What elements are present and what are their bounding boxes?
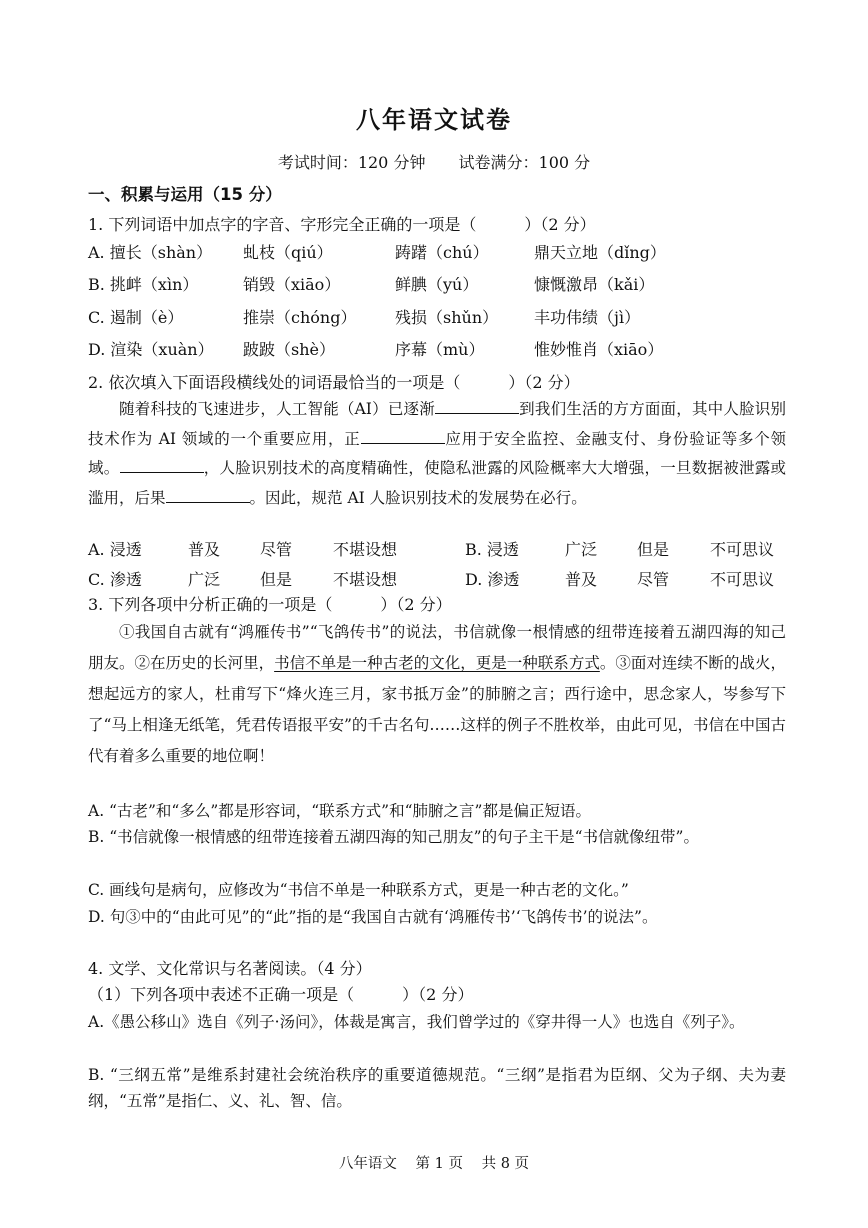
q2-option-cell: 不可思议	[710, 540, 775, 559]
answer-blank	[166, 486, 250, 503]
q1-option-cell: 慷慨激昂（kǎi）	[534, 275, 655, 294]
question-4-option-b: B. “三纲五常”是维系封建社会统治秩序的重要道德规范。“三纲”是指君为臣纲、父为子纲、夫为妻纲，“五常”是指仁、义、礼、智、信。	[88, 1066, 786, 1110]
q2-option-cell: C. 渗透	[88, 570, 142, 589]
q1-option-cell: 虬枝（qiú）	[243, 243, 333, 262]
question-3-passage	[88, 617, 786, 772]
q1-option-cell: 鲜腆（yú）	[395, 275, 479, 294]
q1-option-cell: 序幕（mù）	[395, 340, 485, 359]
question-2-options-cd	[88, 567, 788, 591]
question-4-sub-1: （1）下列各项中表述不正确一项是（ ）（2 分）	[88, 985, 474, 1004]
q2-option-cell: B. 浸透	[465, 540, 519, 559]
q2-option-cell: A. 浸透	[88, 540, 142, 559]
q2-option-cell: 不堪设想	[333, 540, 398, 559]
q1-option-cell: 丰功伟绩（jì）	[534, 308, 641, 327]
question-1-row-c	[88, 305, 788, 329]
exam-time: 考试时间：120 分钟	[277, 153, 426, 172]
question-4-option-a: A.《愚公移山》选自《列子·汤问》，体裁是寓言，我们曾学过的《穿井得一人》也选自《列子》。	[88, 1013, 745, 1031]
q1-option-cell: 残损（shǔn）	[395, 308, 499, 327]
q1-option-cell: 销毁（xiāo）	[243, 275, 341, 294]
answer-blank	[120, 456, 204, 473]
q2-option-cell: 普及	[188, 540, 221, 559]
q2-option-cell: 普及	[565, 570, 598, 589]
q1-option-cell: C. 遏制（è）	[88, 308, 184, 327]
question-1-row-a	[88, 240, 788, 264]
footer-page-number: 第 1 页	[415, 1156, 463, 1172]
passage-text: ，人脸识别技术的高度精确性，使隐私泄露的风险概率大大增强，一旦数据被泄露或滥用，后果	[88, 459, 786, 507]
answer-blank	[435, 397, 519, 414]
passage-text: 到我们生活的方方面面，其中人脸识别技术作为 AI 领域的一个重要应用，正	[88, 400, 786, 448]
passage-text: 随着科技的飞速进步，人工智能（AI）已逐渐	[119, 400, 435, 418]
section-heading: 一、积累与运用（15 分）	[88, 185, 282, 204]
question-1-row-b	[88, 272, 788, 296]
page-title: 八年语文试卷	[356, 106, 512, 134]
question-2-options-ab	[88, 537, 788, 561]
answer-blank	[361, 427, 445, 444]
q1-option-cell: A. 擅长（shàn）	[88, 243, 213, 262]
footer-subject: 八年语文	[338, 1156, 397, 1172]
question-1-stem: 1. 下列词语中加点字的字音、字形完全正确的一项是（ ）（2 分）	[88, 215, 596, 234]
passage-text: 。因此，规范 AI 人脸识别技术的发展势在必行。	[249, 488, 587, 507]
q1-option-cell: 惟妙惟肖（xiāo）	[534, 340, 664, 359]
passage-text: 应用于安全监控、金融支付、身份验证等多个领域。	[88, 429, 786, 477]
q1-option-cell: B. 挑衅（xìn）	[88, 275, 199, 294]
q2-option-cell: 尽管	[260, 540, 293, 559]
q1-option-cell: 鼎天立地（dǐng）	[534, 243, 666, 262]
question-2-passage	[88, 395, 786, 513]
question-3-option-d: D. 句③中的“由此可见”的“此”指的是“我国自古就有‘鸿雁传书’‘飞鸽传书’的说法”。	[88, 908, 658, 926]
question-2-stem: 2. 依次填入下面语段横线处的词语最恰当的一项是（ ）（2 分）	[88, 373, 580, 392]
q1-option-cell: D. 渲染（xuàn）	[88, 340, 214, 359]
q2-option-cell: 但是	[260, 570, 293, 589]
question-1-row-d	[88, 337, 788, 361]
question-3-stem: 3. 下列各项中分析正确的一项是（ ）（2 分）	[88, 595, 452, 614]
question-3-option-a: A. “古老”和“多么”都是形容词，“联系方式”和“肺腑之言”都是偏正短语。	[88, 802, 591, 820]
underlined-sentence: 书信不单是一种古老的文化，更是一种联系方式	[274, 654, 600, 672]
q2-option-cell: 广泛	[565, 540, 598, 559]
q2-option-cell: 尽管	[637, 570, 670, 589]
q2-option-cell: 不可思议	[710, 570, 775, 589]
q1-option-cell: 推崇（chóng）	[243, 308, 357, 327]
passage-text: ①我国自古就有“鸿雁传书”“飞鸽传书”的说法，书信就像一根情感的纽带连接着五湖四海的知己朋友。②在历史的长河里，	[88, 623, 786, 672]
exam-score: 试卷满分：100 分	[458, 153, 591, 172]
question-4-stem: 4. 文学、文化常识与名著阅读。（4 分）	[88, 959, 372, 978]
question-3-option-c: C. 画线句是病句，应修改为“书信不单是一种联系方式，更是一种古老的文化。”	[88, 881, 629, 899]
q1-option-cell: 踌躇（chú）	[395, 243, 489, 262]
q2-option-cell: 但是	[637, 540, 670, 559]
page-footer	[0, 1152, 868, 1173]
q2-option-cell: 广泛	[188, 570, 221, 589]
q1-option-cell: 跛跛（shè）	[243, 340, 335, 359]
footer-total-pages: 共 8 页	[481, 1156, 530, 1172]
exam-meta	[0, 150, 868, 173]
question-3-option-b: B. “书信就像一根情感的纽带连接着五湖四海的知己朋友”的句子主干是“书信就像纽带”。	[88, 828, 699, 846]
q2-option-cell: 不堪设想	[333, 570, 398, 589]
passage-text: 。③面对连续不断的战火，想起远方的家人，杜甫写下“烽火连三月，家书抵万金”的肺腑之言；西行途中，思念家人，岑参写下了“马上相逢无纸笔，凭君传语报平安”的千古名句……这样的例子不胜枚举，由此可见，书信在中国古代有着多么重要的地位啊！	[88, 654, 786, 765]
q2-option-cell: D. 渗透	[465, 570, 520, 589]
